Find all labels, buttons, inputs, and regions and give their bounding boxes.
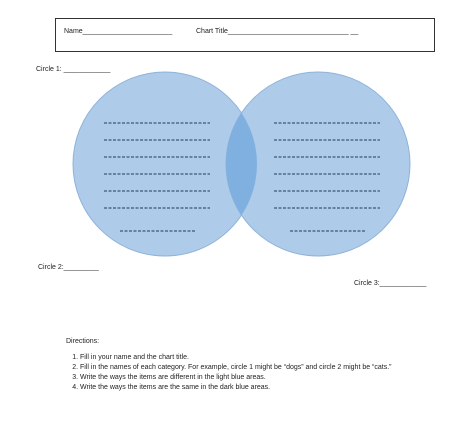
chart-title-field[interactable]: Chart Title_______________________________ __: [196, 28, 359, 35]
directions-section: [66, 338, 446, 393]
name-field[interactable]: Name_______________________: [64, 28, 173, 35]
directions-list: [66, 353, 446, 393]
direction-item: 1. Fill in your name and the chart title.: [80, 353, 446, 363]
directions-title: Directions:: [66, 338, 100, 345]
circle-3-label[interactable]: Circle 3:____________: [354, 280, 427, 287]
direction-item: 2. Fill in the names of each category. For example, circle 1 might be “dogs” and circle 2 might be “cats.”: [80, 363, 446, 373]
circle-2-label[interactable]: Circle 2:_________: [38, 264, 99, 271]
circle-1-label[interactable]: Circle 1: ____________: [36, 66, 111, 73]
direction-item: 3. Write the ways the items are different in the light blue areas.: [80, 373, 446, 383]
direction-item: 4. Write the ways the items are the same in the dark blue areas.: [80, 383, 446, 393]
